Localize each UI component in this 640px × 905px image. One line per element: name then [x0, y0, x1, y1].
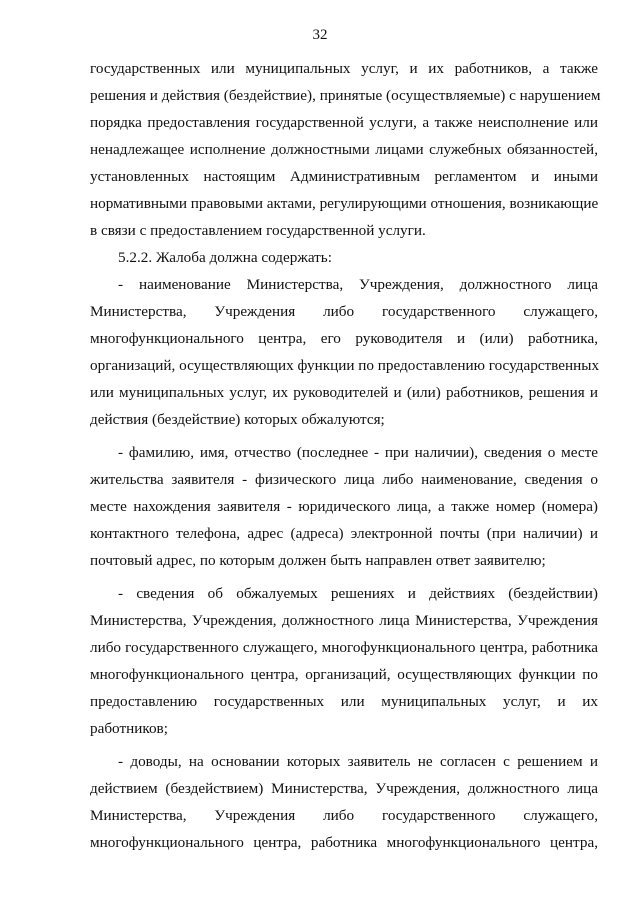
- text-line: нормативными правовыми актами, регулирующими отношения, возникающие: [90, 195, 599, 212]
- text-line: месте нахождения заявителя - юридического лица, а также номер (номера): [90, 498, 598, 515]
- list-item-naming: [90, 271, 598, 433]
- section-heading-5-2-2: [90, 244, 598, 271]
- list-item-applicant-details: [90, 439, 598, 574]
- text-line: Министерства, Учреждения либо государственного служащего,: [90, 807, 598, 824]
- text-line: организаций, осуществляющих функции по предоставлению государственных: [90, 357, 600, 374]
- text-line: решения и действия (бездействие), принятые (осуществляемые) с нарушением: [90, 87, 601, 104]
- text-line: порядка предоставления государственной услуги, а также неисполнение или: [90, 114, 598, 131]
- text-line: действием (бездействием) Министерства, Учреждения, должностного лица: [90, 780, 598, 797]
- text-line: или муниципальных услуг, их руководителей и (или) работников, решения и: [90, 384, 598, 401]
- text-line: установленных настоящим Административным регламентом и иными: [90, 168, 598, 185]
- text-line: Министерства, Учреждения, должностного лица Министерства, Учреждения: [90, 612, 598, 629]
- text-line: в связи с предоставлением государственной услуги.: [90, 222, 426, 239]
- text-line: контактного телефона, адрес (адреса) электронной почты (при наличии) и: [90, 525, 598, 542]
- text-line: Министерства, Учреждения либо государственного служащего,: [90, 303, 598, 320]
- page-number: 32: [312, 27, 328, 43]
- text-line: либо государственного служащего, многофункционального центра, работника: [90, 639, 598, 656]
- paragraph-continuation: [90, 55, 601, 244]
- text-line: ненадлежащее исполнение должностными лицами служебных обязанностей,: [90, 141, 598, 158]
- document-body: [90, 55, 601, 856]
- text-line: многофункционального центра, работника многофункционального центра,: [90, 834, 598, 851]
- text-line: государственных или муниципальных услуг, и их работников, а также: [90, 60, 598, 77]
- text-line: жительства заявителя - физического лица либо наименование, сведения о: [90, 471, 598, 488]
- text-line: - наименование Министерства, Учреждения, должностного лица: [118, 276, 598, 293]
- text-line: - доводы, на основании которых заявитель не согласен с решением и: [118, 753, 598, 770]
- text-line: предоставлению государственных или муниципальных услуг, и их: [90, 693, 598, 710]
- text-line: действия (бездействие) которых обжалуются;: [90, 411, 385, 428]
- text-line: 5.2.2. Жалоба должна содержать:: [118, 249, 332, 266]
- text-line: многофункционального центра, организаций, осуществляющих функции по: [90, 666, 598, 683]
- list-item-arguments: [90, 748, 598, 856]
- text-line: почтовый адрес, по которым должен быть направлен ответ заявителю;: [90, 552, 546, 569]
- text-line: - фамилию, имя, отчество (последнее - при наличии), сведения о месте: [118, 444, 598, 461]
- text-line: многофункционального центра, его руководителя и (или) работника,: [90, 330, 598, 347]
- list-item-appealed-decisions: [90, 580, 598, 742]
- text-line: работников;: [90, 720, 168, 737]
- text-line: - сведения об обжалуемых решениях и действиях (бездействии): [118, 585, 598, 602]
